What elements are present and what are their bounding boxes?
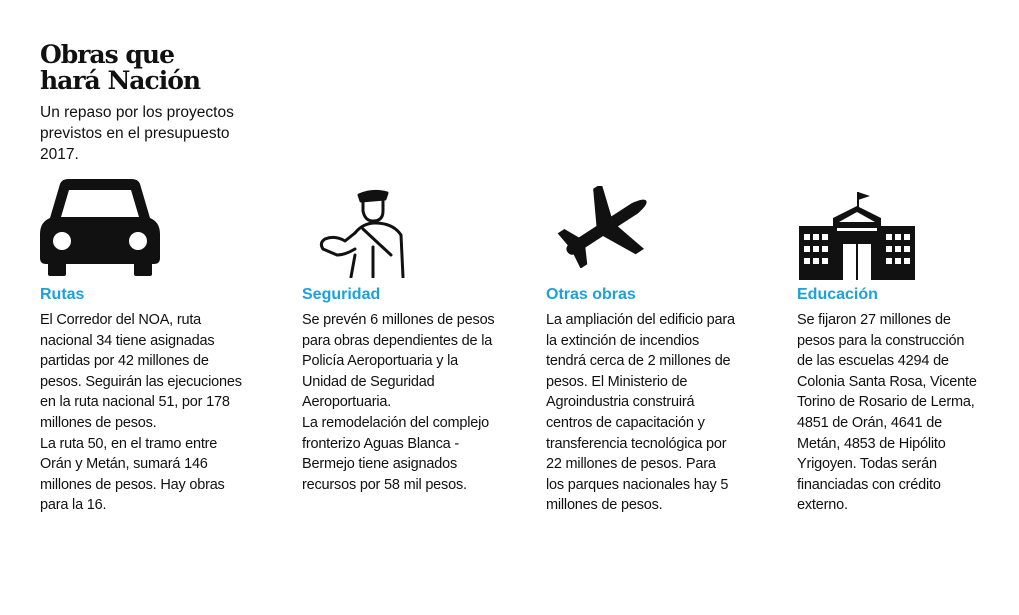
section-educacion <box>797 285 977 516</box>
section-body-otras-obras: La ampliación del edificio para la extinción de incendios tendrá cerca de 2 millones de pesos. El Ministerio de Agroindustria construirá centros de capacitación y transferencia tecnológica por 22 millones de pesos. Para los parques nacionales hay 5 millones de pesos. <box>546 312 735 514</box>
page-title <box>40 42 280 94</box>
page-title-line-1: Obras que <box>40 40 174 69</box>
school-building-icon <box>797 190 917 282</box>
section-body-rutas-1: El Corredor del NOA, ruta nacional 34 tiene asignadas partidas por 42 millones de pesos. Seguirán las ejecuciones en la ruta nacional 51, por 178 millones de pesos. <box>40 312 242 431</box>
section-otras-obras <box>546 285 736 516</box>
page-title-line-2: hará Nación <box>40 66 201 95</box>
section-body-seguridad-2: La remodelación del complejo fronterizo Aguas Blanca - Bermejo tiene asignados recursos por 58 mil pesos. <box>302 414 490 493</box>
section-body-rutas-2: La ruta 50, en el tramo entre Orán y Metán, sumará 146 millones de pesos. Hay obras para la 16. <box>40 435 225 514</box>
section-heading-rutas: Rutas <box>40 286 85 303</box>
section-body-educacion: Se fijaron 27 millones de pesos para la construcción de las escuelas 4294 de Colonia Santa Rosa, Vicente Torino de Rosario de Lerma, 4851 de Orán, 4641 de Metán, 4853 de Hipólito Yrigoyen. Todas serán financiadas con crédito externo. <box>797 312 977 514</box>
police-officer-icon <box>315 183 410 278</box>
section-body-seguridad-1: Se prevén 6 millones de pesos para obras dependientes de la Policía Aeroportuaria y la Unidad de Seguridad Aeroportuaria. <box>302 312 495 411</box>
section-heading-educacion: Educación <box>797 286 878 303</box>
section-heading-seguridad: Seguridad <box>302 286 381 303</box>
section-rutas <box>40 285 250 516</box>
section-heading-otras-obras: Otras obras <box>546 286 636 303</box>
section-seguridad <box>302 285 497 495</box>
page-subtitle: Un repaso por los proyectos previstos en el presupuesto 2017. <box>40 104 234 163</box>
airplane-icon <box>556 186 656 268</box>
car-icon <box>38 178 162 278</box>
